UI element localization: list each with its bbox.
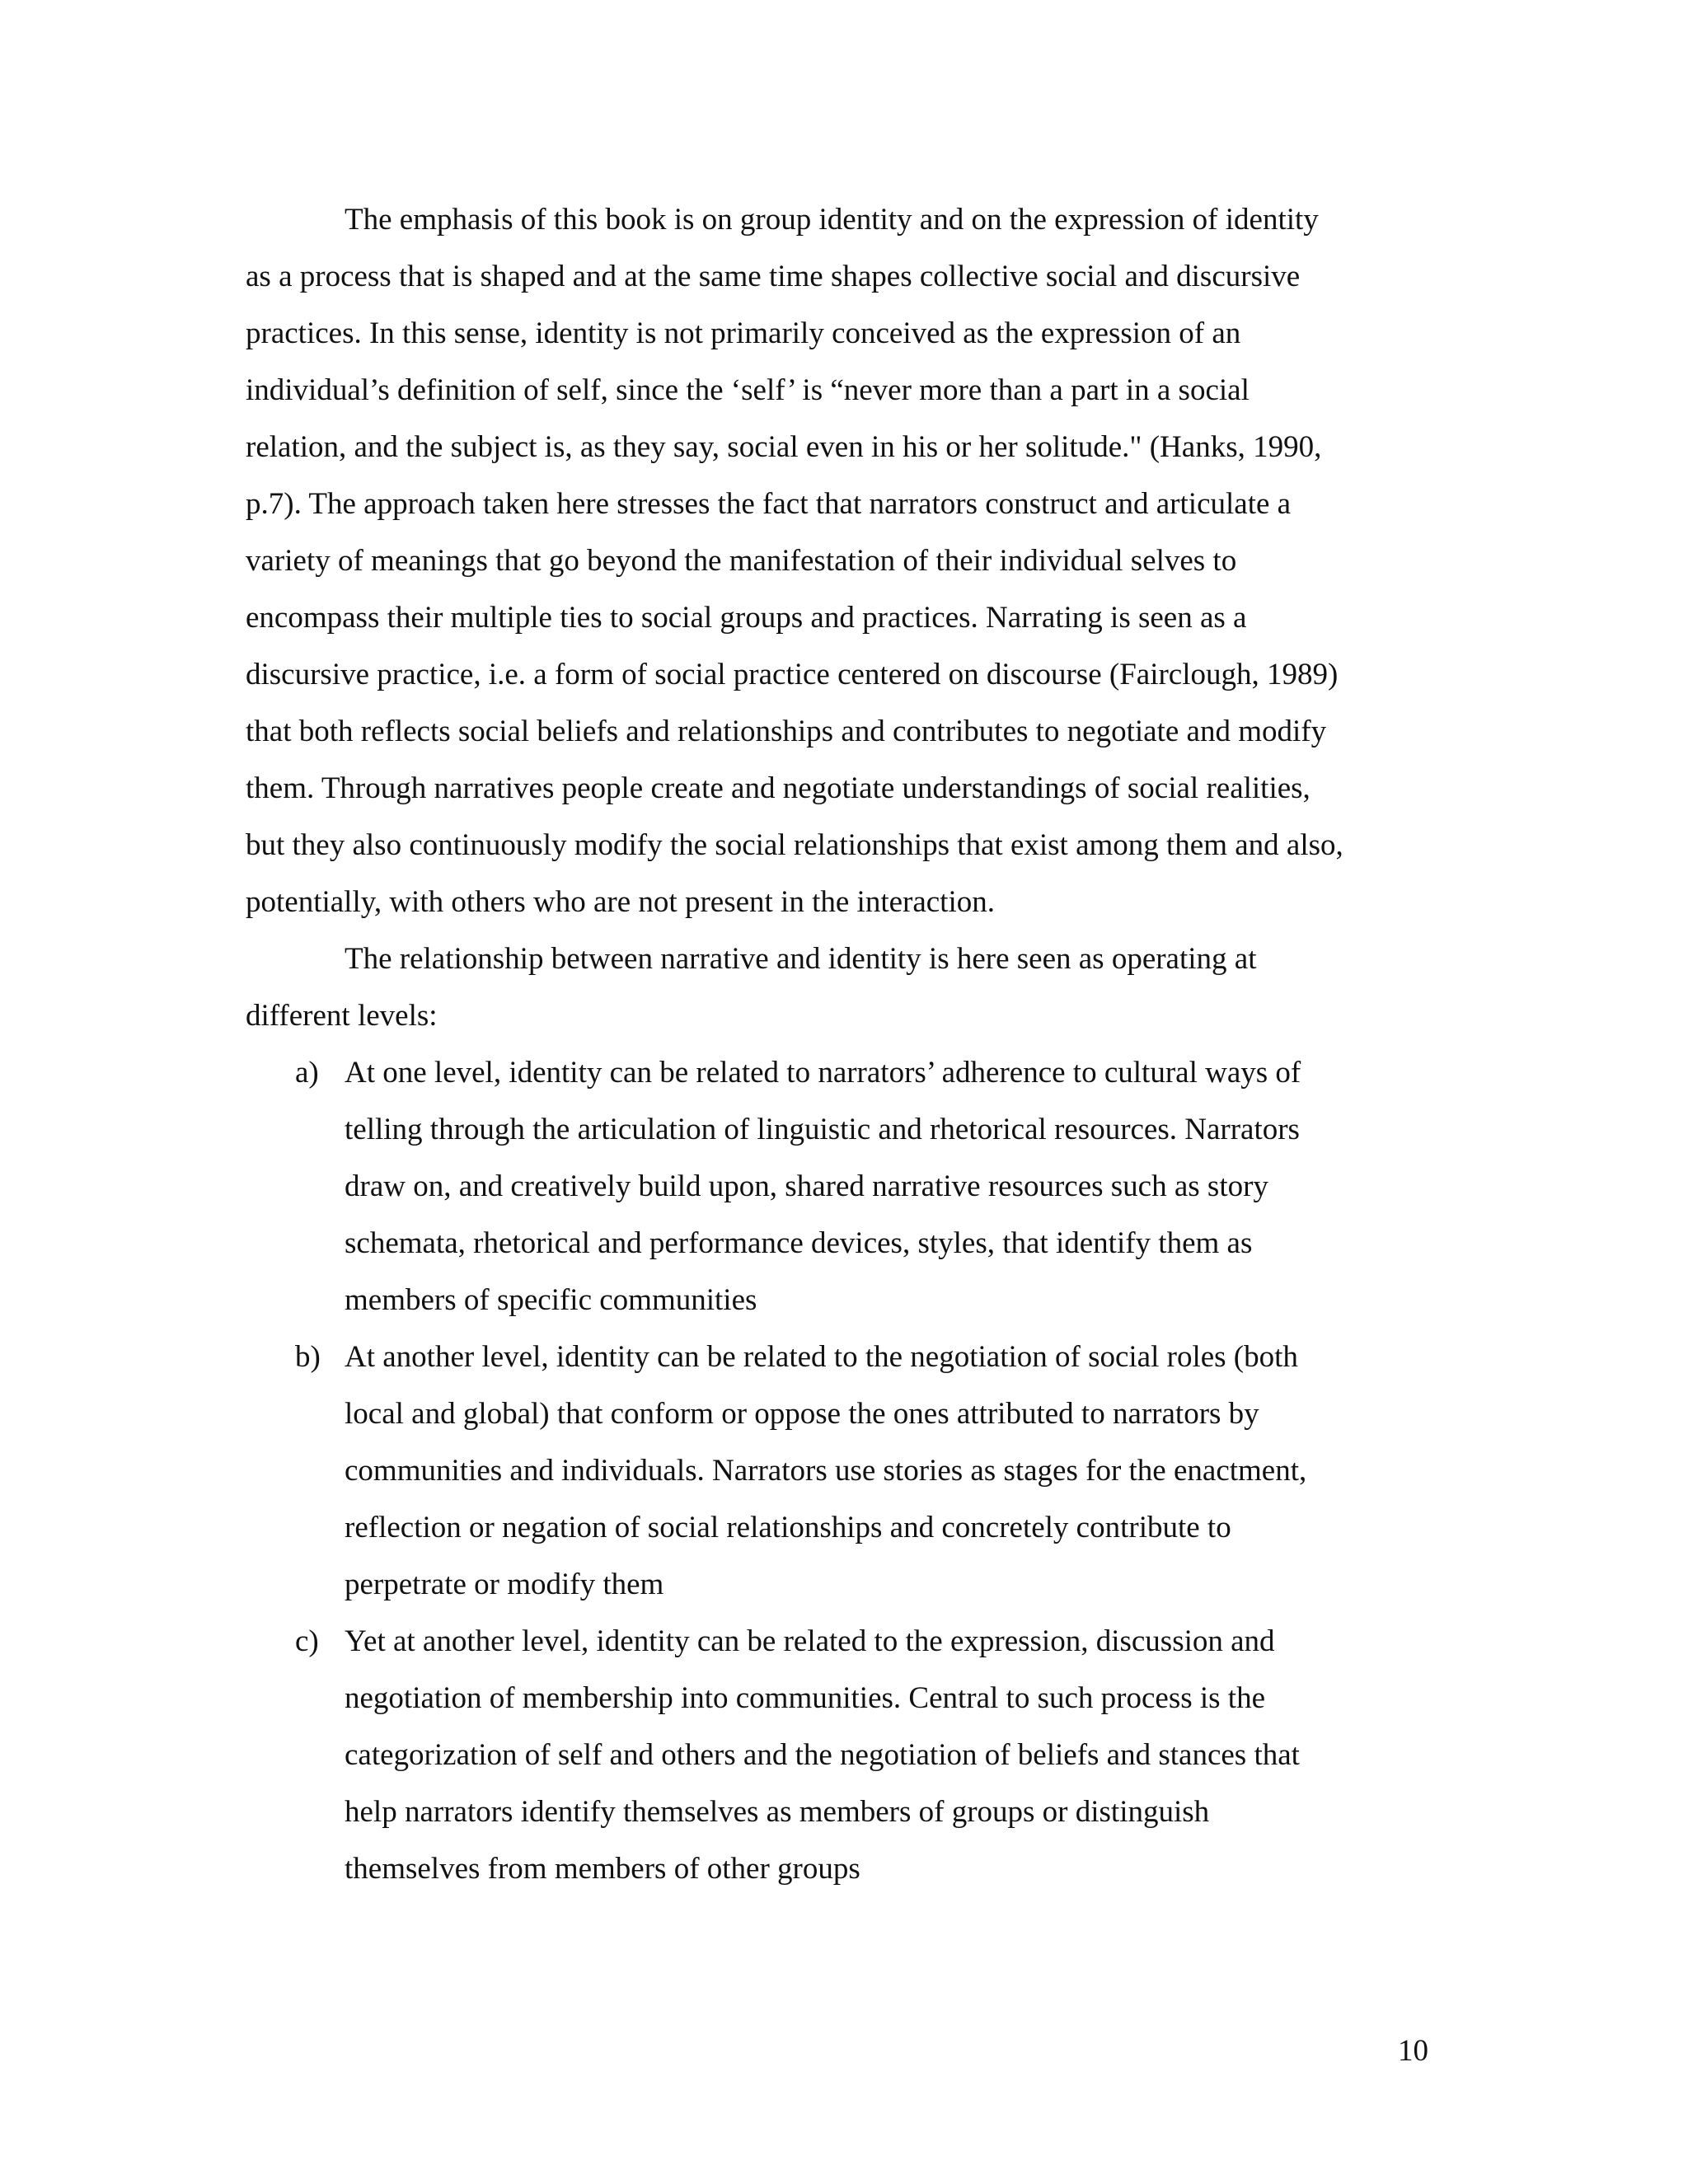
- paragraph-line: The emphasis of this book is on group identity and on the expression of identity: [345, 203, 1319, 237]
- paragraph-2: [246, 930, 1432, 1044]
- list-item-line: help narrators identify themselves as members of groups or distinguish: [345, 1795, 1210, 1829]
- list-item-line: themselves from members of other groups: [345, 1852, 860, 1886]
- list-marker: c): [295, 1624, 319, 1658]
- paragraph-line: but they also continuously modify the social relationships that exist among them and also,: [246, 828, 1343, 862]
- levels-list: [246, 1044, 1432, 1897]
- list-item-line: draw on, and creatively build upon, shared narrative resources such as story: [345, 1169, 1268, 1203]
- paragraph-line: relation, and the subject is, as they say, social even in his or her solitude." (Hanks, 1990,: [246, 430, 1322, 464]
- paragraph-line: practices. In this sense, identity is not primarily conceived as the expression of an: [246, 316, 1241, 350]
- list-item-line: perpetrate or modify them: [345, 1568, 664, 1601]
- list-item-text: At one level, identity can be related to narrators’ adherence to cultural ways of: [345, 1056, 1301, 1090]
- list-item-line: [246, 1329, 1432, 1385]
- list-item-text: At another level, identity can be related to the negotiation of social roles (both: [345, 1340, 1298, 1374]
- list-item-c: [246, 1613, 1432, 1897]
- body-text: [246, 191, 1432, 1897]
- list-marker: a): [295, 1056, 319, 1090]
- list-item-a: [246, 1044, 1432, 1329]
- paragraph-line: as a process that is shaped and at the same time shapes collective social and discursive: [246, 260, 1301, 293]
- list-item-line: categorization of self and others and the negotiation of beliefs and stances that: [345, 1738, 1300, 1772]
- paragraph-1: [246, 191, 1432, 930]
- list-item-line: local and global) that conform or oppose the ones attributed to narrators by: [345, 1397, 1259, 1431]
- list-item-line: reflection or negation of social relationships and concretely contribute to: [345, 1511, 1231, 1544]
- paragraph-line: p.7). The approach taken here stresses the fact that narrators construct and articulate a: [246, 487, 1292, 521]
- list-item-line: [246, 1613, 1432, 1670]
- paragraph-line: that both reflects social beliefs and relationships and contributes to negotiate and modify: [246, 715, 1327, 748]
- list-item-b: [246, 1329, 1432, 1613]
- paragraph-line: discursive practice, i.e. a form of social practice centered on discourse (Fairclough, 1989): [246, 658, 1339, 691]
- paragraph-line: potentially, with others who are not present in the interaction.: [246, 885, 995, 919]
- paragraph-line: The relationship between narrative and identity is here seen as operating at: [345, 942, 1257, 976]
- list-item-line: negotiation of membership into communities. Central to such process is the: [345, 1681, 1265, 1715]
- list-marker: b): [295, 1340, 321, 1374]
- paragraph-line: individual’s definition of self, since the ‘self’ is “never more than a part in a social: [246, 373, 1250, 407]
- list-item-line: members of specific communities: [345, 1283, 757, 1317]
- list-item-text: Yet at another level, identity can be related to the expression, discussion and: [345, 1624, 1275, 1658]
- paragraph-line: them. Through narratives people create and negotiate understandings of social realities,: [246, 771, 1311, 805]
- paragraph-line: different levels:: [246, 999, 438, 1033]
- paragraph-line: variety of meanings that go beyond the manifestation of their individual selves to: [246, 544, 1237, 578]
- list-item-line: telling through the articulation of linguistic and rhetorical resources. Narrators: [345, 1113, 1300, 1146]
- paragraph-line: encompass their multiple ties to social groups and practices. Narrating is seen as a: [246, 601, 1247, 635]
- page-number: 10: [1398, 2034, 1428, 2068]
- list-item-line: communities and individuals. Narrators use stories as stages for the enactment,: [345, 1454, 1307, 1488]
- list-item-line: [246, 1044, 1432, 1101]
- list-item-line: schemata, rhetorical and performance devices, styles, that identify them as: [345, 1226, 1253, 1260]
